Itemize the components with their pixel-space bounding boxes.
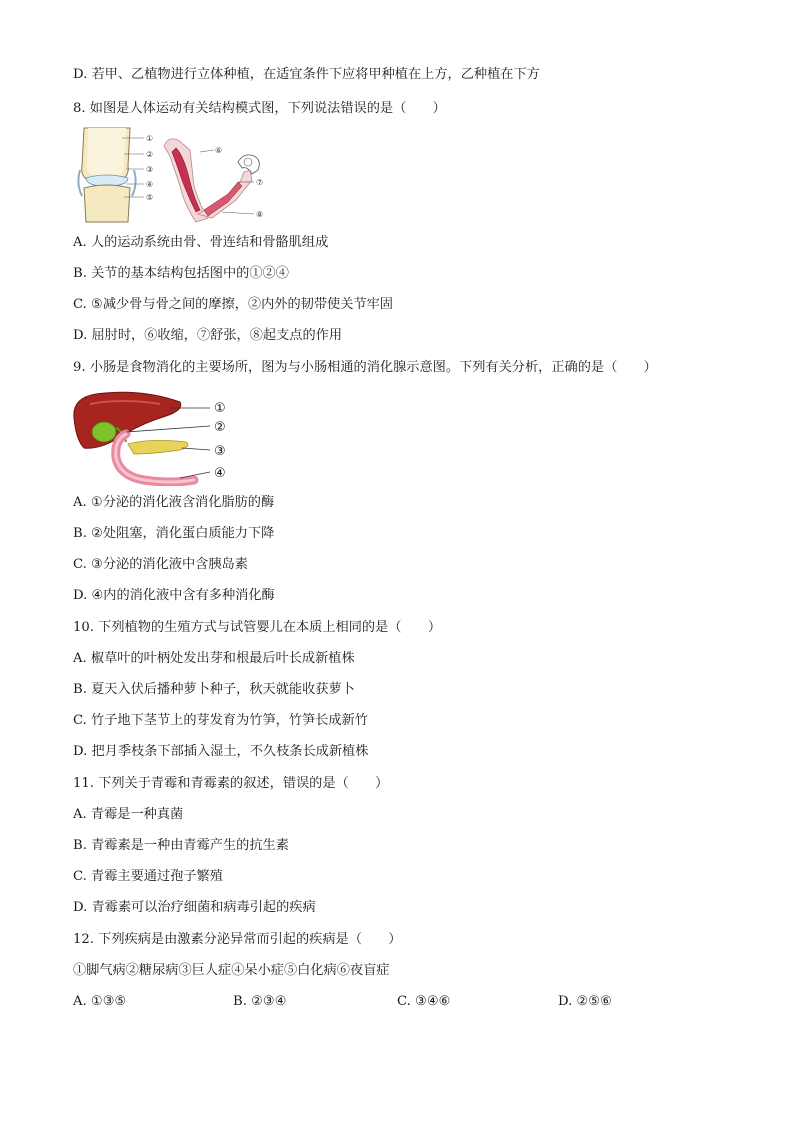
q12-options [73, 993, 713, 1011]
gallbladder-shape [92, 422, 116, 442]
knee-joint-diagram [78, 128, 153, 222]
q9-label-2: ② [214, 420, 226, 435]
q10-option-b: B. 夏天入伏后播种萝卜种子，秋天就能收获萝卜 [73, 682, 355, 697]
q8-label-2: ② [146, 150, 154, 159]
q11-option-b: B. 青霉素是一种由青霉产生的抗生素 [73, 838, 289, 853]
q9-label-4: ④ [214, 466, 226, 481]
q9-label-1: ① [214, 401, 226, 416]
q12-option-c: C. ③④⑥ [397, 994, 451, 1009]
q9-option-d: D. ④内的消化液中含有多种消化酶 [73, 588, 275, 603]
q11-option-d: D. 青霉素可以治疗细菌和病毒引起的疾病 [73, 900, 316, 915]
q8-option-c: C. ⑤减少骨与骨之间的摩擦，②内外的韧带使关节牢固 [73, 297, 393, 312]
arm-muscle-diagram [164, 139, 263, 222]
q9-option-a: A. ①分泌的消化液含消化脂肪的酶 [73, 495, 275, 510]
q9-option-c: C. ③分泌的消化液中含胰岛素 [73, 557, 248, 572]
q10-option-a: A. 椒草叶的叶柄处发出芽和根最后叶长成新植株 [73, 651, 355, 666]
q10-option-d: D. 把月季枝条下部插入湿土，不久枝条长成新植株 [73, 744, 369, 759]
q11-option-a: A. 青霉是一种真菌 [73, 807, 184, 822]
q9-figure-digestive-glands [70, 388, 240, 486]
q12-disease-list: ①脚气病②糖尿病③巨人症④呆小症⑤白化病⑥夜盲症 [73, 963, 390, 978]
q8-label-7: ⑦ [256, 178, 264, 187]
q11-option-c: C. 青霉主要通过孢子繁殖 [73, 869, 223, 884]
q12-option-a: A. ①③⑤ [73, 994, 127, 1009]
q8-label-8: ⑧ [256, 210, 264, 219]
q8-option-b: B. 关节的基本结构包括图中的①②④ [73, 266, 289, 281]
q9-option-b: B. ②处阻塞，消化蛋白质能力下降 [73, 526, 275, 541]
q11-stem: 11. 下列关于青霉和青霉素的叙述，错误的是（ ） [73, 776, 389, 791]
q8-stem: 8. 如图是人体运动有关结构模式图，下列说法错误的是（ ） [73, 101, 446, 116]
q8-label-5: ⑤ [146, 193, 154, 202]
q8-label-6: ⑥ [215, 146, 223, 155]
q9-label-3: ③ [214, 444, 226, 459]
q8-option-a: A. 人的运动系统由骨、骨连结和骨骼肌组成 [73, 235, 329, 250]
q10-option-c: C. 竹子地下茎节上的芽发育为竹笋，竹笋长成新竹 [73, 713, 368, 728]
q12-option-d: D. ②⑤⑥ [558, 994, 612, 1009]
q8-figure-joint-and-arm [72, 126, 282, 224]
q8-label-1: ① [146, 134, 154, 143]
pancreas-shape [128, 440, 188, 454]
q10-stem: 10. 下列植物的生殖方式与试管婴儿在本质上相同的是（ ） [73, 620, 442, 635]
q8-option-d: D. 屈肘时，⑥收缩，⑦舒张，⑧起支点的作用 [73, 328, 343, 343]
q9-stem: 9. 小肠是食物消化的主要场所，图为与小肠相通的消化腺示意图。下列有关分析，正确的是（ ） [73, 360, 657, 375]
q7-option-d: D. 若甲、乙植物进行立体种植，在适宜条件下应将甲种植在上方，乙种植在下方 [73, 67, 540, 82]
q12-stem: 12. 下列疾病是由激素分泌异常而引起的疾病是（ ） [73, 932, 402, 947]
q8-label-4: ④ [146, 180, 154, 189]
q12-option-b: B. ②③④ [233, 994, 287, 1009]
q8-label-3: ③ [146, 165, 154, 174]
